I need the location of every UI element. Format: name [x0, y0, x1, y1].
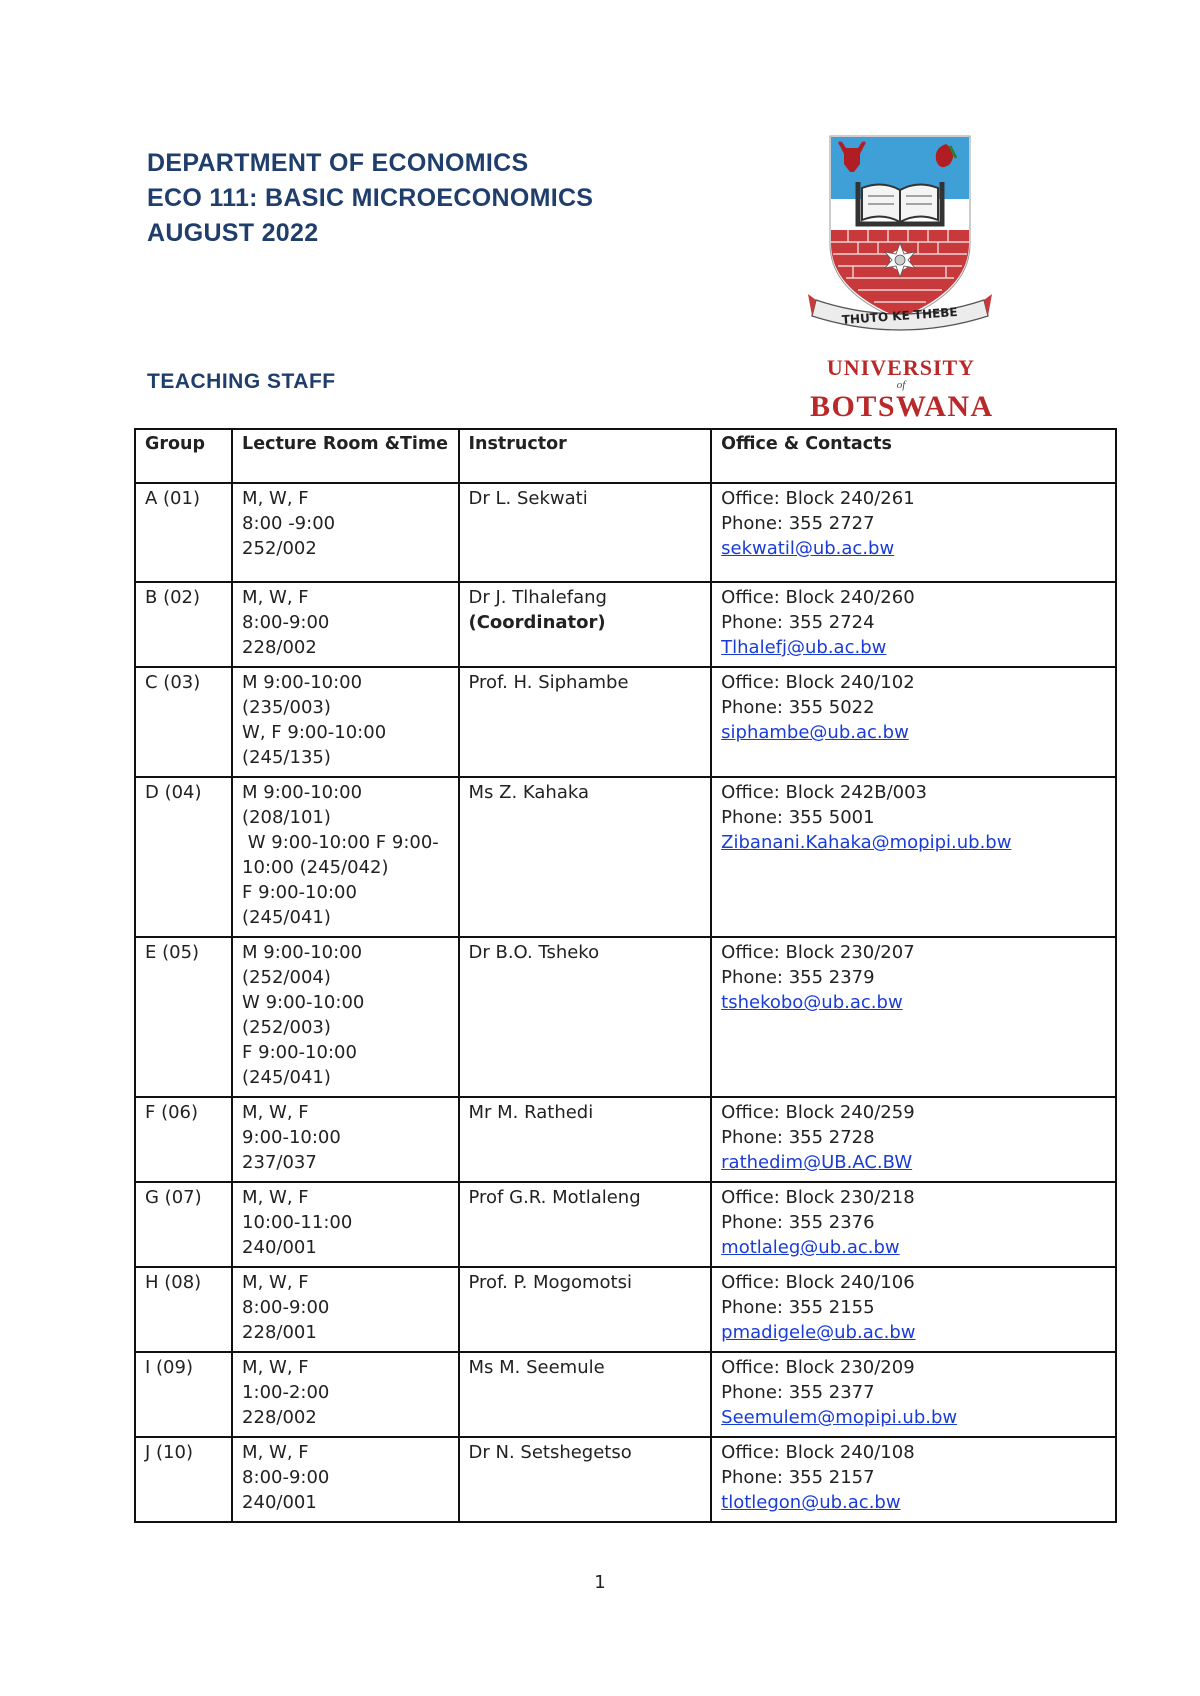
lecture-line: M 9:00-10:00: [242, 782, 363, 803]
email-link[interactable]: siphambe@ub.ac.bw: [721, 722, 909, 743]
lecture-line: 240/001: [242, 1492, 317, 1513]
office-location: Office: Block 240/260: [721, 587, 915, 608]
lecture-line: M 9:00-10:00: [242, 942, 363, 963]
cell-instructor: [459, 582, 712, 667]
document-heading: [147, 146, 593, 251]
email-link[interactable]: tlotlegon@ub.ac.bw: [721, 1492, 901, 1513]
cell-office-contacts: [711, 937, 1116, 1097]
email-link[interactable]: pmadigele@ub.ac.bw: [721, 1322, 916, 1343]
instructor-role: (Coordinator): [468, 612, 606, 633]
email-link[interactable]: Tlhalefj@ub.ac.bw: [721, 637, 887, 658]
office-location: Office: Block 240/261: [721, 488, 915, 509]
lecture-line: (208/101): [242, 807, 331, 828]
phone-number: Phone: 355 2728: [721, 1127, 875, 1148]
section-title: TEACHING STAFF: [147, 370, 336, 393]
cell-lecture-room-time: [232, 1352, 458, 1437]
instructor-name: Prof. P. Mogomotsi: [468, 1272, 632, 1293]
department-title: DEPARTMENT OF ECONOMICS: [147, 149, 529, 177]
lecture-line: M, W, F: [242, 1357, 309, 1378]
instructor-name: Dr N. Setshegetso: [468, 1442, 632, 1463]
cell-instructor: [459, 1352, 712, 1437]
table-row: [135, 1267, 1116, 1352]
instructor-name: Dr B.O. Tsheko: [468, 942, 600, 963]
office-location: Office: Block 230/207: [721, 942, 915, 963]
cell-instructor: [459, 1097, 712, 1182]
cell-lecture-room-time: [232, 1097, 458, 1182]
cell-instructor: [459, 1437, 712, 1522]
instructor-name: Ms M. Seemule: [468, 1357, 605, 1378]
instructor-name: Ms Z. Kahaka: [468, 782, 589, 803]
column-header-office: Office & Contacts: [711, 429, 1116, 483]
lecture-line: M, W, F: [242, 1187, 309, 1208]
lecture-line: W 9:00-10:00 F 9:00-: [242, 832, 439, 853]
phone-number: Phone: 355 5001: [721, 807, 875, 828]
cell-instructor: [459, 777, 712, 937]
lecture-line: 228/002: [242, 637, 317, 658]
lecture-line: (245/041): [242, 1067, 331, 1088]
cell-group: A (01): [135, 483, 232, 582]
email-link[interactable]: tshekobo@ub.ac.bw: [721, 992, 903, 1013]
cell-office-contacts: [711, 1182, 1116, 1267]
instructor-name: Mr M. Rathedi: [468, 1102, 594, 1123]
phone-number: Phone: 355 5022: [721, 697, 875, 718]
cell-instructor: [459, 1182, 712, 1267]
instructor-name: Prof. H. Siphambe: [468, 672, 629, 693]
lecture-line: M, W, F: [242, 1272, 309, 1293]
email-link[interactable]: sekwatil@ub.ac.bw: [721, 538, 895, 559]
lecture-line: 8:00-9:00: [242, 1297, 330, 1318]
page-number: 1: [594, 1572, 606, 1593]
lecture-line: W, F 9:00-10:00: [242, 722, 387, 743]
table-row: [135, 777, 1116, 937]
table-row: [135, 1437, 1116, 1522]
lecture-line: (245/135): [242, 747, 331, 768]
table-row: [135, 1352, 1116, 1437]
cell-lecture-room-time: [232, 1267, 458, 1352]
column-header-lecture: Lecture Room &Time: [232, 429, 458, 483]
cell-office-contacts: [711, 777, 1116, 937]
cell-group: E (05): [135, 937, 232, 1097]
university-name-bottom: BOTSWANA: [810, 390, 994, 423]
lecture-line: 228/001: [242, 1322, 317, 1343]
lecture-line: (252/003): [242, 1017, 331, 1038]
cell-instructor: [459, 1267, 712, 1352]
cell-lecture-room-time: [232, 582, 458, 667]
cell-lecture-room-time: [232, 777, 458, 937]
table-row: [135, 1097, 1116, 1182]
cell-group: I (09): [135, 1352, 232, 1437]
university-name-of: of: [896, 379, 906, 391]
university-wordmark: [810, 356, 992, 424]
university-crest-logo: [808, 132, 992, 342]
lecture-line: (245/041): [242, 907, 331, 928]
cell-office-contacts: [711, 483, 1116, 582]
cell-instructor: [459, 937, 712, 1097]
instructor-name: Dr L. Sekwati: [468, 488, 588, 509]
cell-group: G (07): [135, 1182, 232, 1267]
table-row: [135, 1182, 1116, 1267]
office-location: Office: Block 242B/003: [721, 782, 928, 803]
lecture-line: 10:00-11:00: [242, 1212, 353, 1233]
lecture-line: M, W, F: [242, 488, 309, 509]
office-location: Office: Block 240/106: [721, 1272, 915, 1293]
email-link[interactable]: Seemulem@mopipi.ub.bw: [721, 1407, 958, 1428]
table-row: [135, 483, 1116, 582]
cell-instructor: [459, 483, 712, 582]
email-link[interactable]: Zibanani.Kahaka@mopipi.ub.bw: [721, 832, 1012, 853]
email-link[interactable]: rathedim@UB.AC.BW: [721, 1152, 913, 1173]
cell-instructor: [459, 667, 712, 777]
cell-office-contacts: [711, 582, 1116, 667]
column-header-instructor: Instructor: [459, 429, 712, 483]
office-location: Office: Block 240/102: [721, 672, 915, 693]
phone-number: Phone: 355 2727: [721, 513, 875, 534]
phone-number: Phone: 355 2724: [721, 612, 875, 633]
course-title: ECO 111: BASIC MICROECONOMICS: [147, 184, 594, 212]
lecture-line: 252/002: [242, 538, 317, 559]
office-location: Office: Block 240/108: [721, 1442, 915, 1463]
cell-office-contacts: [711, 1267, 1116, 1352]
lecture-line: M, W, F: [242, 1442, 309, 1463]
lecture-line: 8:00 -9:00: [242, 513, 336, 534]
office-location: Office: Block 240/259: [721, 1102, 915, 1123]
cell-group: J (10): [135, 1437, 232, 1522]
cell-group: H (08): [135, 1267, 232, 1352]
lecture-line: M 9:00-10:00: [242, 672, 363, 693]
cell-lecture-room-time: [232, 937, 458, 1097]
lecture-line: F 9:00-10:00: [242, 882, 357, 903]
lecture-line: M, W, F: [242, 587, 309, 608]
cell-office-contacts: [711, 1352, 1116, 1437]
instructor-name: Prof G.R. Motlaleng: [468, 1187, 641, 1208]
email-link[interactable]: motlaleg@ub.ac.bw: [721, 1237, 900, 1258]
office-location: Office: Block 230/218: [721, 1187, 915, 1208]
table-row: [135, 582, 1116, 667]
phone-number: Phone: 355 2155: [721, 1297, 875, 1318]
cell-group: C (03): [135, 667, 232, 777]
lecture-line: W 9:00-10:00: [242, 992, 365, 1013]
university-name-top: UNIVERSITY: [826, 355, 976, 380]
cell-office-contacts: [711, 1097, 1116, 1182]
column-header-group: Group: [135, 429, 232, 483]
cell-lecture-room-time: [232, 667, 458, 777]
cell-lecture-room-time: [232, 1437, 458, 1522]
table-header-row: [135, 429, 1116, 483]
phone-number: Phone: 355 2377: [721, 1382, 875, 1403]
svg-text:THUTO KE THEBE: THUTO KE THEBE: [841, 304, 959, 328]
lecture-line: 237/037: [242, 1152, 317, 1173]
term-date: AUGUST 2022: [147, 219, 319, 247]
lecture-line: 10:00 (245/042): [242, 857, 389, 878]
lecture-line: 1:00-2:00: [242, 1382, 330, 1403]
instructor-name: Dr J. Tlhalefang: [468, 587, 607, 608]
cell-office-contacts: [711, 667, 1116, 777]
cell-office-contacts: [711, 1437, 1116, 1522]
lecture-line: (235/003): [242, 697, 331, 718]
lecture-line: 240/001: [242, 1237, 317, 1258]
cell-group: F (06): [135, 1097, 232, 1182]
lecture-line: (252/004): [242, 967, 331, 988]
lecture-line: M, W, F: [242, 1102, 309, 1123]
teaching-staff-table: [134, 428, 1117, 1523]
cell-lecture-room-time: [232, 1182, 458, 1267]
lecture-line: 9:00-10:00: [242, 1127, 341, 1148]
table-row: [135, 937, 1116, 1097]
phone-number: Phone: 355 2157: [721, 1467, 875, 1488]
lecture-line: 8:00-9:00: [242, 1467, 330, 1488]
lecture-line: 228/002: [242, 1407, 317, 1428]
cell-lecture-room-time: [232, 483, 458, 582]
cell-group: B (02): [135, 582, 232, 667]
cell-group: D (04): [135, 777, 232, 937]
lecture-line: F 9:00-10:00: [242, 1042, 357, 1063]
office-location: Office: Block 230/209: [721, 1357, 915, 1378]
lecture-line: 8:00-9:00: [242, 612, 330, 633]
table-row: [135, 667, 1116, 777]
phone-number: Phone: 355 2379: [721, 967, 875, 988]
phone-number: Phone: 355 2376: [721, 1212, 875, 1233]
